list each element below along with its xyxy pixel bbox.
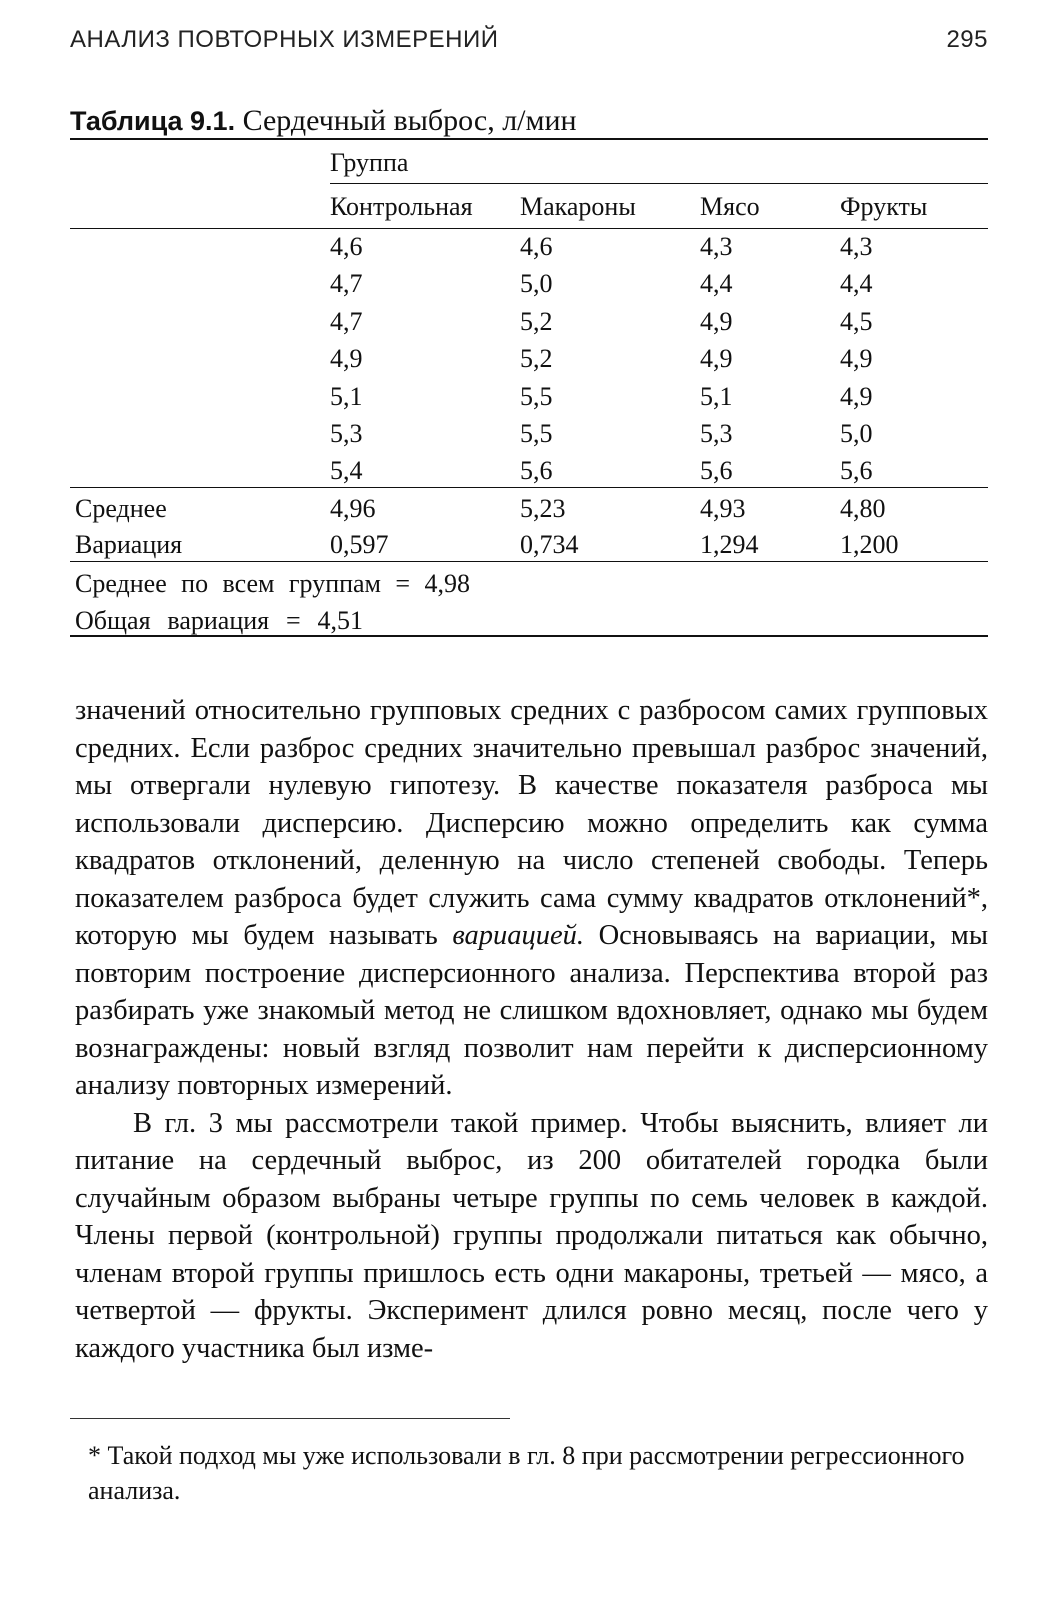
table-cell: 4,9 [840,381,873,411]
table-label: Таблица 9.1. [70,106,236,136]
column-header: Макароны [520,192,636,221]
table-cell: 4,4 [840,269,873,299]
summary-rule [70,561,988,562]
total-variation: Общая вариация = 4,51 [75,606,363,635]
variation-value: 0,734 [520,530,579,559]
group-header: Группа [330,148,409,177]
table-cell: 5,5 [520,381,553,411]
paragraph [75,692,988,1105]
table-top-rule [70,138,988,140]
table-cell: 5,6 [840,456,873,486]
mean-value: 4,93 [700,494,746,523]
table-cell: 4,6 [330,232,363,261]
mean-value: 5,23 [520,494,566,523]
table-cell: 5,1 [700,381,733,411]
paragraph-text: значений относительно групповых средних с разбросом самих групповых средних. Если разброс средних значительно превышал разброс значений, мы отвергали нулевую гипотезу. В качестве показателя разброса мы использовали дисперсию. Дисперсию можно определить как сумма квадратов отклонений, деленную на число степеней свободы. Теперь показателем разброса будет служить сама сумму квадратов отклонений*, которую мы будем называть [75,695,988,951]
table-cell: 5,1 [330,381,363,411]
table-cell: 5,2 [520,306,553,336]
mean-label: Среднее [75,494,167,523]
page-number: 295 [946,26,988,53]
table-cell: 4,7 [330,306,363,336]
running-title: АНАЛИЗ ПОВТОРНЫХ ИЗМЕРЕНИЙ [70,26,499,53]
footnote: * Такой подход мы уже использовали в гл. 8 при рассмотрении регрессионного анализа. [88,1441,965,1505]
table-cell: 5,0 [520,269,553,299]
running-head [70,26,988,58]
mean-value: 4,80 [840,494,886,523]
table-cell: 5,6 [520,456,553,486]
table-cell: 5,2 [520,344,553,374]
table-cell: 5,3 [330,419,363,448]
table-cell: 4,6 [520,232,553,261]
group-header-rule [330,183,988,184]
paragraph: В гл. 3 мы рассмотрели такой пример. Чтобы выяснить, влияет ли питание на сердечный выброс, из 200 обитателей городка были случайным образом выбраны четыре группы по семь человек в каждой. Члены первой (контрольной) группы продолжали питаться как обычно, членам второй группы пришлось есть одни макароны, третьей — мясо, а четвертой — фрукты. Эксперимент длился ровно месяц, после чего у каждого участника был изме- [75,1107,988,1364]
table-cell: 5,0 [840,419,873,448]
footnote-divider [70,1418,510,1419]
body-text [75,692,988,1367]
table-cell: 4,3 [840,232,873,261]
table-cell: 4,5 [840,306,873,336]
table-cell: 5,3 [700,419,733,448]
table-caption [70,104,577,138]
table-cell: 4,9 [700,344,733,374]
paragraph-text: Основываясь на вариации, мы повторим построение дисперсионного анализа. Перспектива второй раз разбирать уже знакомый метод не слишком вдохновляет, однако мы будем вознаграждены: новый взгляд позволит нам перейти к дисперсионному анализу повторных измерений. [75,920,988,1101]
table-cell: 5,4 [330,456,363,486]
table-cell: 4,4 [700,269,733,299]
table-bottom-rule [70,635,988,637]
overall-mean: Среднее по всем группам = 4,98 [75,569,470,598]
table-cell: 4,3 [700,232,733,261]
mean-value: 4,96 [330,494,376,523]
column-header: Мясо [700,192,760,221]
term-variation: вариацией. [452,920,585,951]
variation-label: Вариация [75,530,183,559]
table-cell: 5,5 [520,419,553,448]
table-cell: 4,9 [330,344,363,374]
table-cell: 4,7 [330,269,363,299]
column-header-rule [70,228,988,229]
variation-value: 1,200 [840,530,899,559]
table-cell: 4,9 [700,306,733,336]
variation-value: 0,597 [330,530,389,559]
table-cell: 4,9 [840,344,873,374]
column-header: Фрукты [840,192,928,221]
table-cell: 5,6 [700,456,733,486]
data-bottom-rule [70,487,988,488]
table-title: Сердечный выброс, л/мин [242,104,577,137]
variation-value: 1,294 [700,530,759,559]
column-header: Контрольная [330,192,473,221]
